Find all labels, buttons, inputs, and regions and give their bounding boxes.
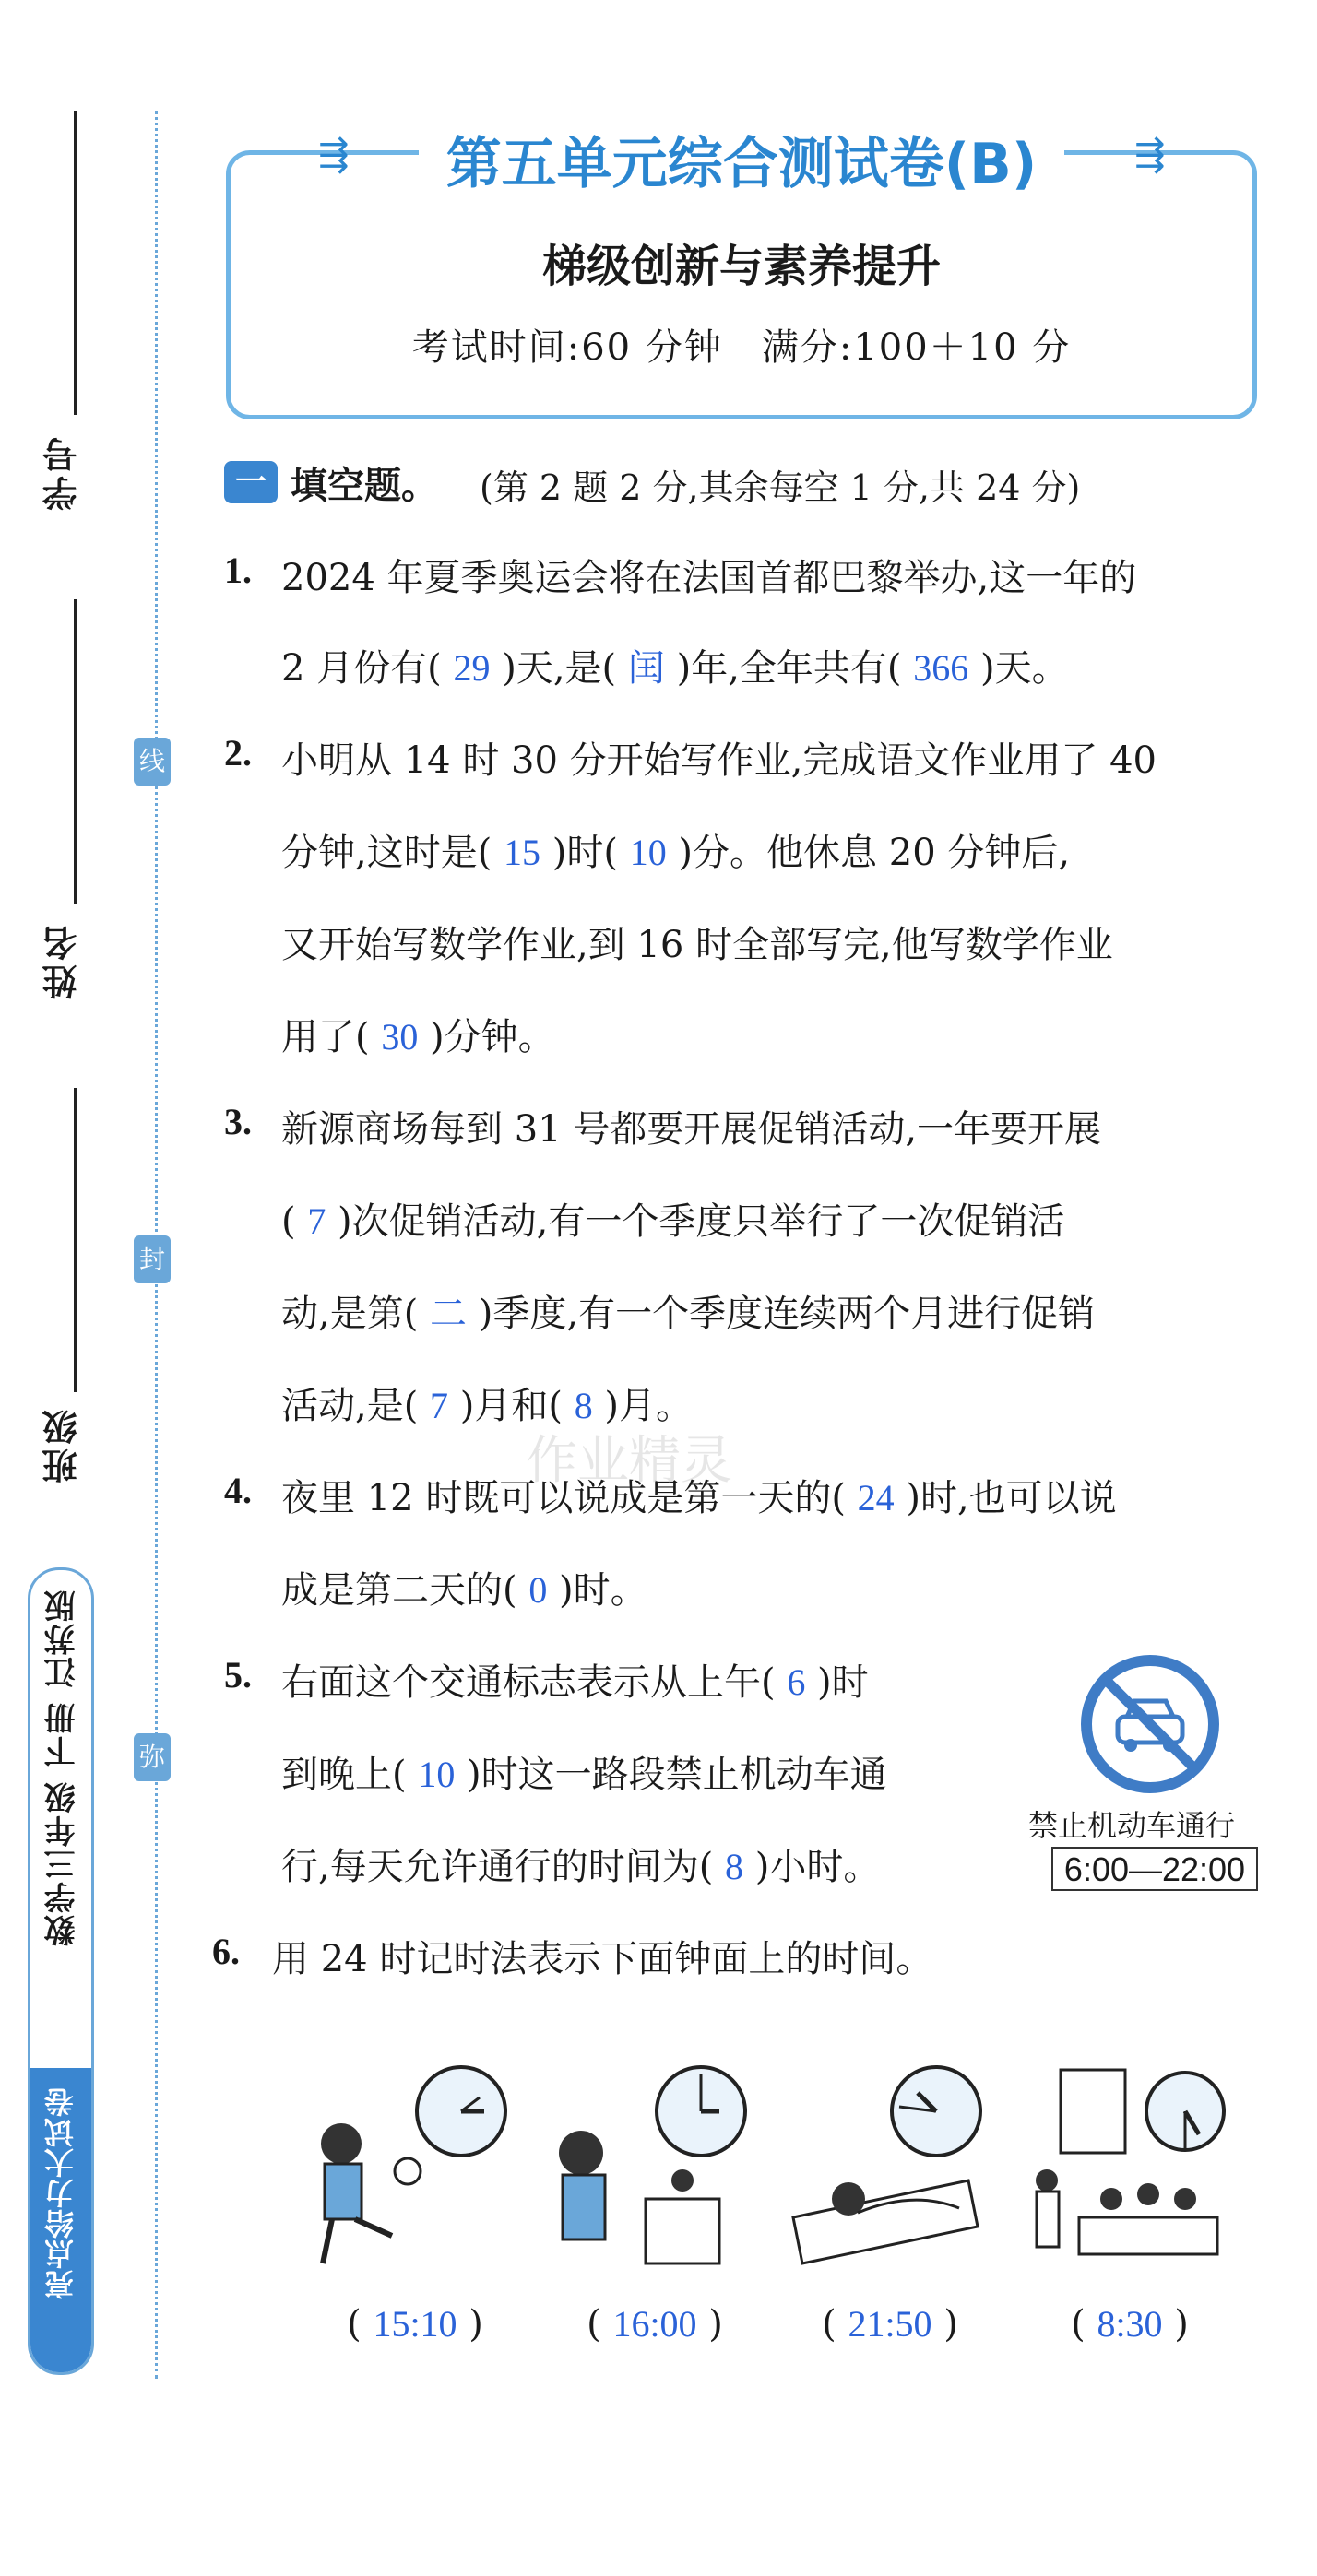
q2-answer2: 10 bbox=[629, 832, 667, 873]
name-label: 姓名 bbox=[42, 922, 83, 999]
section-title: 填空题。 bbox=[291, 465, 438, 507]
q2-text: )时( bbox=[552, 832, 618, 874]
q1-text: 2 月份有( bbox=[281, 647, 442, 690]
q3-text: 活动,是( bbox=[281, 1385, 419, 1427]
clock-picture-1 bbox=[304, 2061, 507, 2273]
section-badge: 一 bbox=[224, 461, 278, 503]
clock-answer-3-value: 21:50 bbox=[848, 2303, 932, 2345]
book-series: 亮点给力大试卷 bbox=[43, 2086, 78, 2299]
class-underline bbox=[74, 1088, 77, 1392]
subtitle: 梯级创新与素养提升 bbox=[541, 241, 941, 292]
q2-number: 2. bbox=[224, 732, 252, 774]
q2-line2 bbox=[281, 823, 1070, 876]
q5-line1 bbox=[281, 1653, 869, 1706]
q4-answer1: 24 bbox=[857, 1477, 895, 1518]
q5-number: 5. bbox=[224, 1654, 252, 1696]
clock-picture-4 bbox=[1024, 2061, 1227, 2273]
q3-line1: 新源商场每到 31 号都要开展促销活动,一年要开展 bbox=[281, 1108, 1102, 1151]
clock-answer-4: ( 8:30 ) bbox=[1071, 2303, 1189, 2346]
clock-picture-2 bbox=[544, 2061, 747, 2273]
left-arrow-icon: ⇶ bbox=[318, 134, 350, 176]
clock-answer-4-value: 8:30 bbox=[1097, 2303, 1163, 2345]
clock-answer-3: ( 21:50 ) bbox=[822, 2303, 958, 2346]
q4-text: 成是第二天的( bbox=[281, 1569, 517, 1612]
q5-answer3: 8 bbox=[725, 1846, 744, 1887]
q5-line2 bbox=[281, 1745, 887, 1798]
q2-text: )分钟。 bbox=[430, 1016, 555, 1058]
q2-line3: 又开始写数学作业,到 16 时全部写完,他写数学作业 bbox=[281, 924, 1113, 966]
page-title bbox=[231, 120, 1252, 199]
watermark: 作业精灵 bbox=[526, 1431, 732, 1491]
q3-answer3: 7 bbox=[430, 1385, 449, 1426]
q3-text: )月。 bbox=[604, 1385, 694, 1427]
q1-text: )年,全年共有( bbox=[676, 647, 902, 690]
tag-line: 线 bbox=[134, 738, 171, 786]
q4-text: 夜里 12 时既可以说成是第一天的( bbox=[281, 1477, 846, 1519]
tag-secret: 弥 bbox=[134, 1733, 171, 1781]
student-id-label: 学号 bbox=[42, 433, 83, 511]
q2-text: )分。他休息 20 分钟后, bbox=[678, 832, 1071, 874]
no-vehicle-sign-icon bbox=[1081, 1655, 1219, 1793]
q5-text: )时 bbox=[817, 1661, 869, 1704]
q3-text: )月和( bbox=[459, 1385, 563, 1427]
q2-text: 分钟,这时是( bbox=[281, 832, 492, 874]
q5-text: )时这一路段禁止机动车通 bbox=[467, 1754, 887, 1796]
q1-answer3: 366 bbox=[913, 647, 969, 689]
q1-number: 1. bbox=[224, 549, 252, 591]
q3-line2 bbox=[281, 1192, 1064, 1245]
q1-line2 bbox=[281, 639, 1069, 691]
q2-line1: 小明从 14 时 30 分开始写作业,完成语文作业用了 40 bbox=[281, 739, 1157, 782]
q6-number: 6. bbox=[212, 1931, 240, 1972]
clock-picture-3 bbox=[784, 2061, 987, 2273]
page-title-text: 第五单元综合测试卷(B) bbox=[419, 132, 1065, 196]
q5-answer2: 10 bbox=[418, 1754, 456, 1795]
q2-text: 用了( bbox=[281, 1016, 370, 1058]
q5-answer1: 6 bbox=[787, 1661, 806, 1703]
q1-answer2: 闰 bbox=[627, 647, 665, 689]
q6-text: 用 24 时记时法表示下面钟面上的时间。 bbox=[272, 1938, 933, 1980]
q3-line3 bbox=[281, 1284, 1095, 1337]
clock-answer-1: ( 15:10 ) bbox=[347, 2303, 483, 2346]
clock-answer-1-value: 15:10 bbox=[373, 2303, 457, 2345]
q4-number: 4. bbox=[224, 1470, 252, 1511]
q5-text: 右面这个交通标志表示从上午( bbox=[281, 1661, 776, 1704]
q2-answer3: 30 bbox=[381, 1016, 419, 1058]
q4-line2 bbox=[281, 1561, 647, 1613]
q5-text: 到晚上( bbox=[281, 1754, 407, 1796]
name-underline bbox=[74, 599, 77, 904]
q3-number: 3. bbox=[224, 1101, 252, 1142]
clock-answer-2: ( 16:00 ) bbox=[587, 2303, 723, 2346]
q3-answer4: 8 bbox=[574, 1385, 593, 1426]
q3-text: 动,是第( bbox=[281, 1293, 419, 1335]
q3-text: ( bbox=[281, 1200, 296, 1243]
q3-text: )次促销活动,有一个季度只举行了一次促销活 bbox=[338, 1200, 1065, 1243]
tag-seal: 封 bbox=[134, 1235, 171, 1283]
q5-text: 行,每天允许通行的时间为( bbox=[281, 1846, 714, 1888]
q2-answer1: 15 bbox=[504, 832, 541, 873]
q1-text: )天,是( bbox=[502, 647, 617, 690]
section-note: (第 2 题 2 分,其余每空 1 分,共 24 分) bbox=[480, 467, 1081, 508]
q4-answer2: 0 bbox=[528, 1569, 548, 1611]
id-underline bbox=[74, 111, 77, 415]
book-info: 数学三年级 下册 江苏版 bbox=[44, 1589, 81, 1946]
class-label: 班级 bbox=[42, 1406, 83, 1483]
book-info-strip bbox=[28, 1567, 94, 2375]
q5-line3 bbox=[281, 1837, 880, 1890]
binding-strip bbox=[0, 0, 165, 2576]
q1-text: )天。 bbox=[979, 647, 1069, 690]
q3-text: )季度,有一个季度连续两个月进行促销 bbox=[478, 1293, 1096, 1335]
q1-answer1: 29 bbox=[453, 647, 491, 689]
clock-answer-2-value: 16:00 bbox=[612, 2303, 697, 2345]
q5-text: )小时。 bbox=[754, 1846, 881, 1888]
q3-answer2: 二 bbox=[430, 1293, 468, 1334]
q2-line4 bbox=[281, 1008, 555, 1060]
sign-time: 6:00—22:00 bbox=[1051, 1847, 1258, 1891]
q4-text: )时,也可以说 bbox=[906, 1477, 1117, 1519]
q3-answer1: 7 bbox=[307, 1200, 326, 1242]
q4-text: )时。 bbox=[559, 1569, 647, 1612]
right-arrow-icon: ⇶ bbox=[1134, 134, 1166, 176]
exam-meta: 考试时间:60 分钟 满分:100＋10 分 bbox=[411, 326, 1072, 369]
q1-line1: 2024 年夏季奥运会将在法国首都巴黎举办,这一年的 bbox=[281, 557, 1137, 599]
sign-label: 禁止机动车通行 bbox=[1028, 1808, 1236, 1843]
